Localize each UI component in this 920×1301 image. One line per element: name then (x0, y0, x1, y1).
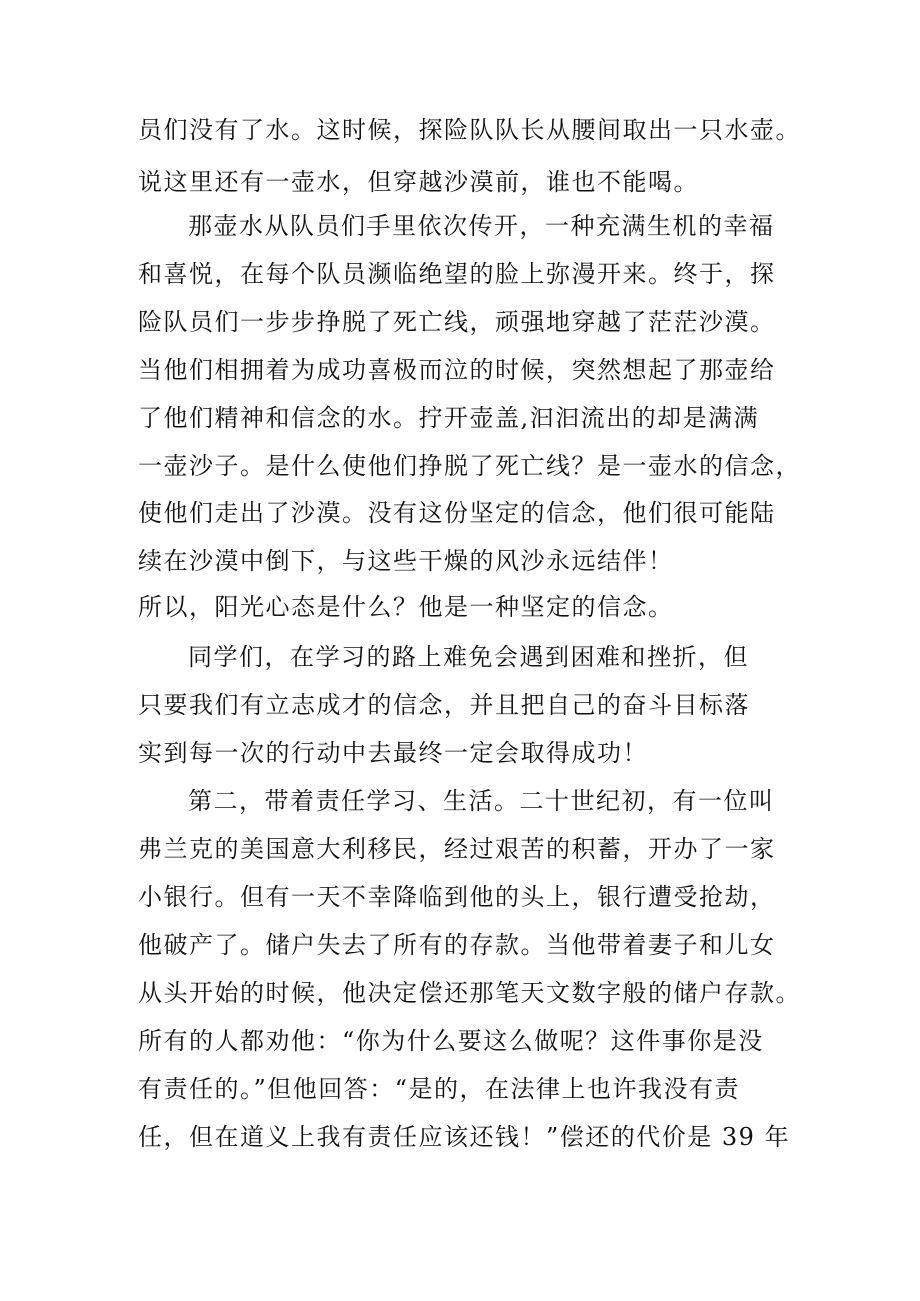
text-line: 任，但在道义上我有责任应该还钱！”偿还的代价是 39 年 (138, 1123, 791, 1151)
text-line: 实到每一次的行动中去最终一定会取得成功！ (138, 739, 648, 767)
text-line: 弗兰克的美国意大利移民，经过艰苦的积蓄，开办了一家 (138, 835, 776, 863)
text-line: 员们没有了水。这时候，探险队队长从腰间取出一只水壶。 (138, 116, 801, 144)
text-line: 只要我们有立志成才的信念，并且把自己的奋斗目标落 (138, 691, 750, 719)
text-line: 续在沙漠中倒下，与这些干燥的风沙永远结伴！ (138, 547, 674, 575)
text-line: 和喜悦，在每个队员濒临绝望的脸上弥漫开来。终于，探 (138, 260, 776, 288)
text-line: 了他们精神和信念的水。拧开壶盖,汩汩流出的却是满满 (138, 404, 760, 432)
text-line: 当他们相拥着为成功喜极而泣的时候，突然想起了那壶给 (138, 356, 776, 384)
text-line: 所以，阳光心态是什么？他是一种坚定的信念。 (138, 593, 674, 621)
paragraph-start-line: 同学们，在学习的路上难免会遇到困难和挫折，但 (188, 643, 749, 671)
text-line: 一壶沙子。是什么使他们挣脱了死亡线？是一壶水的信念， (138, 452, 801, 480)
paragraph-start-line: 那壶水从队员们手里依次传开，一种充满生机的幸福 (188, 212, 775, 240)
text-line: 说这里还有一壶水，但穿越沙漠前，谁也不能喝。 (138, 168, 699, 196)
paragraph-start-line: 第二，带着责任学习、生活。二十世纪初，有一位叫 (188, 787, 775, 815)
text-line: 所有的人都劝他：“你为什么要这么做呢？这件事你是没 (138, 1027, 764, 1055)
text-line: 从头开始的时候，他决定偿还那笔天文数字般的储户存款。 (138, 979, 801, 1007)
text-line: 有责任的。”但他回答：“是的，在法律上也许我没有责 (138, 1075, 741, 1103)
text-line: 小银行。但有一天不幸降临到他的头上，银行遭受抢劫， (138, 883, 776, 911)
text-line: 使他们走出了沙漠。没有这份坚定的信念，他们很可能陆 (138, 499, 776, 527)
text-line: 险队员们一步步挣脱了死亡线，顽强地穿越了茫茫沙漠。 (138, 308, 776, 336)
text-line: 他破产了。储户失去了所有的存款。当他带着妻子和儿女 (138, 931, 776, 959)
